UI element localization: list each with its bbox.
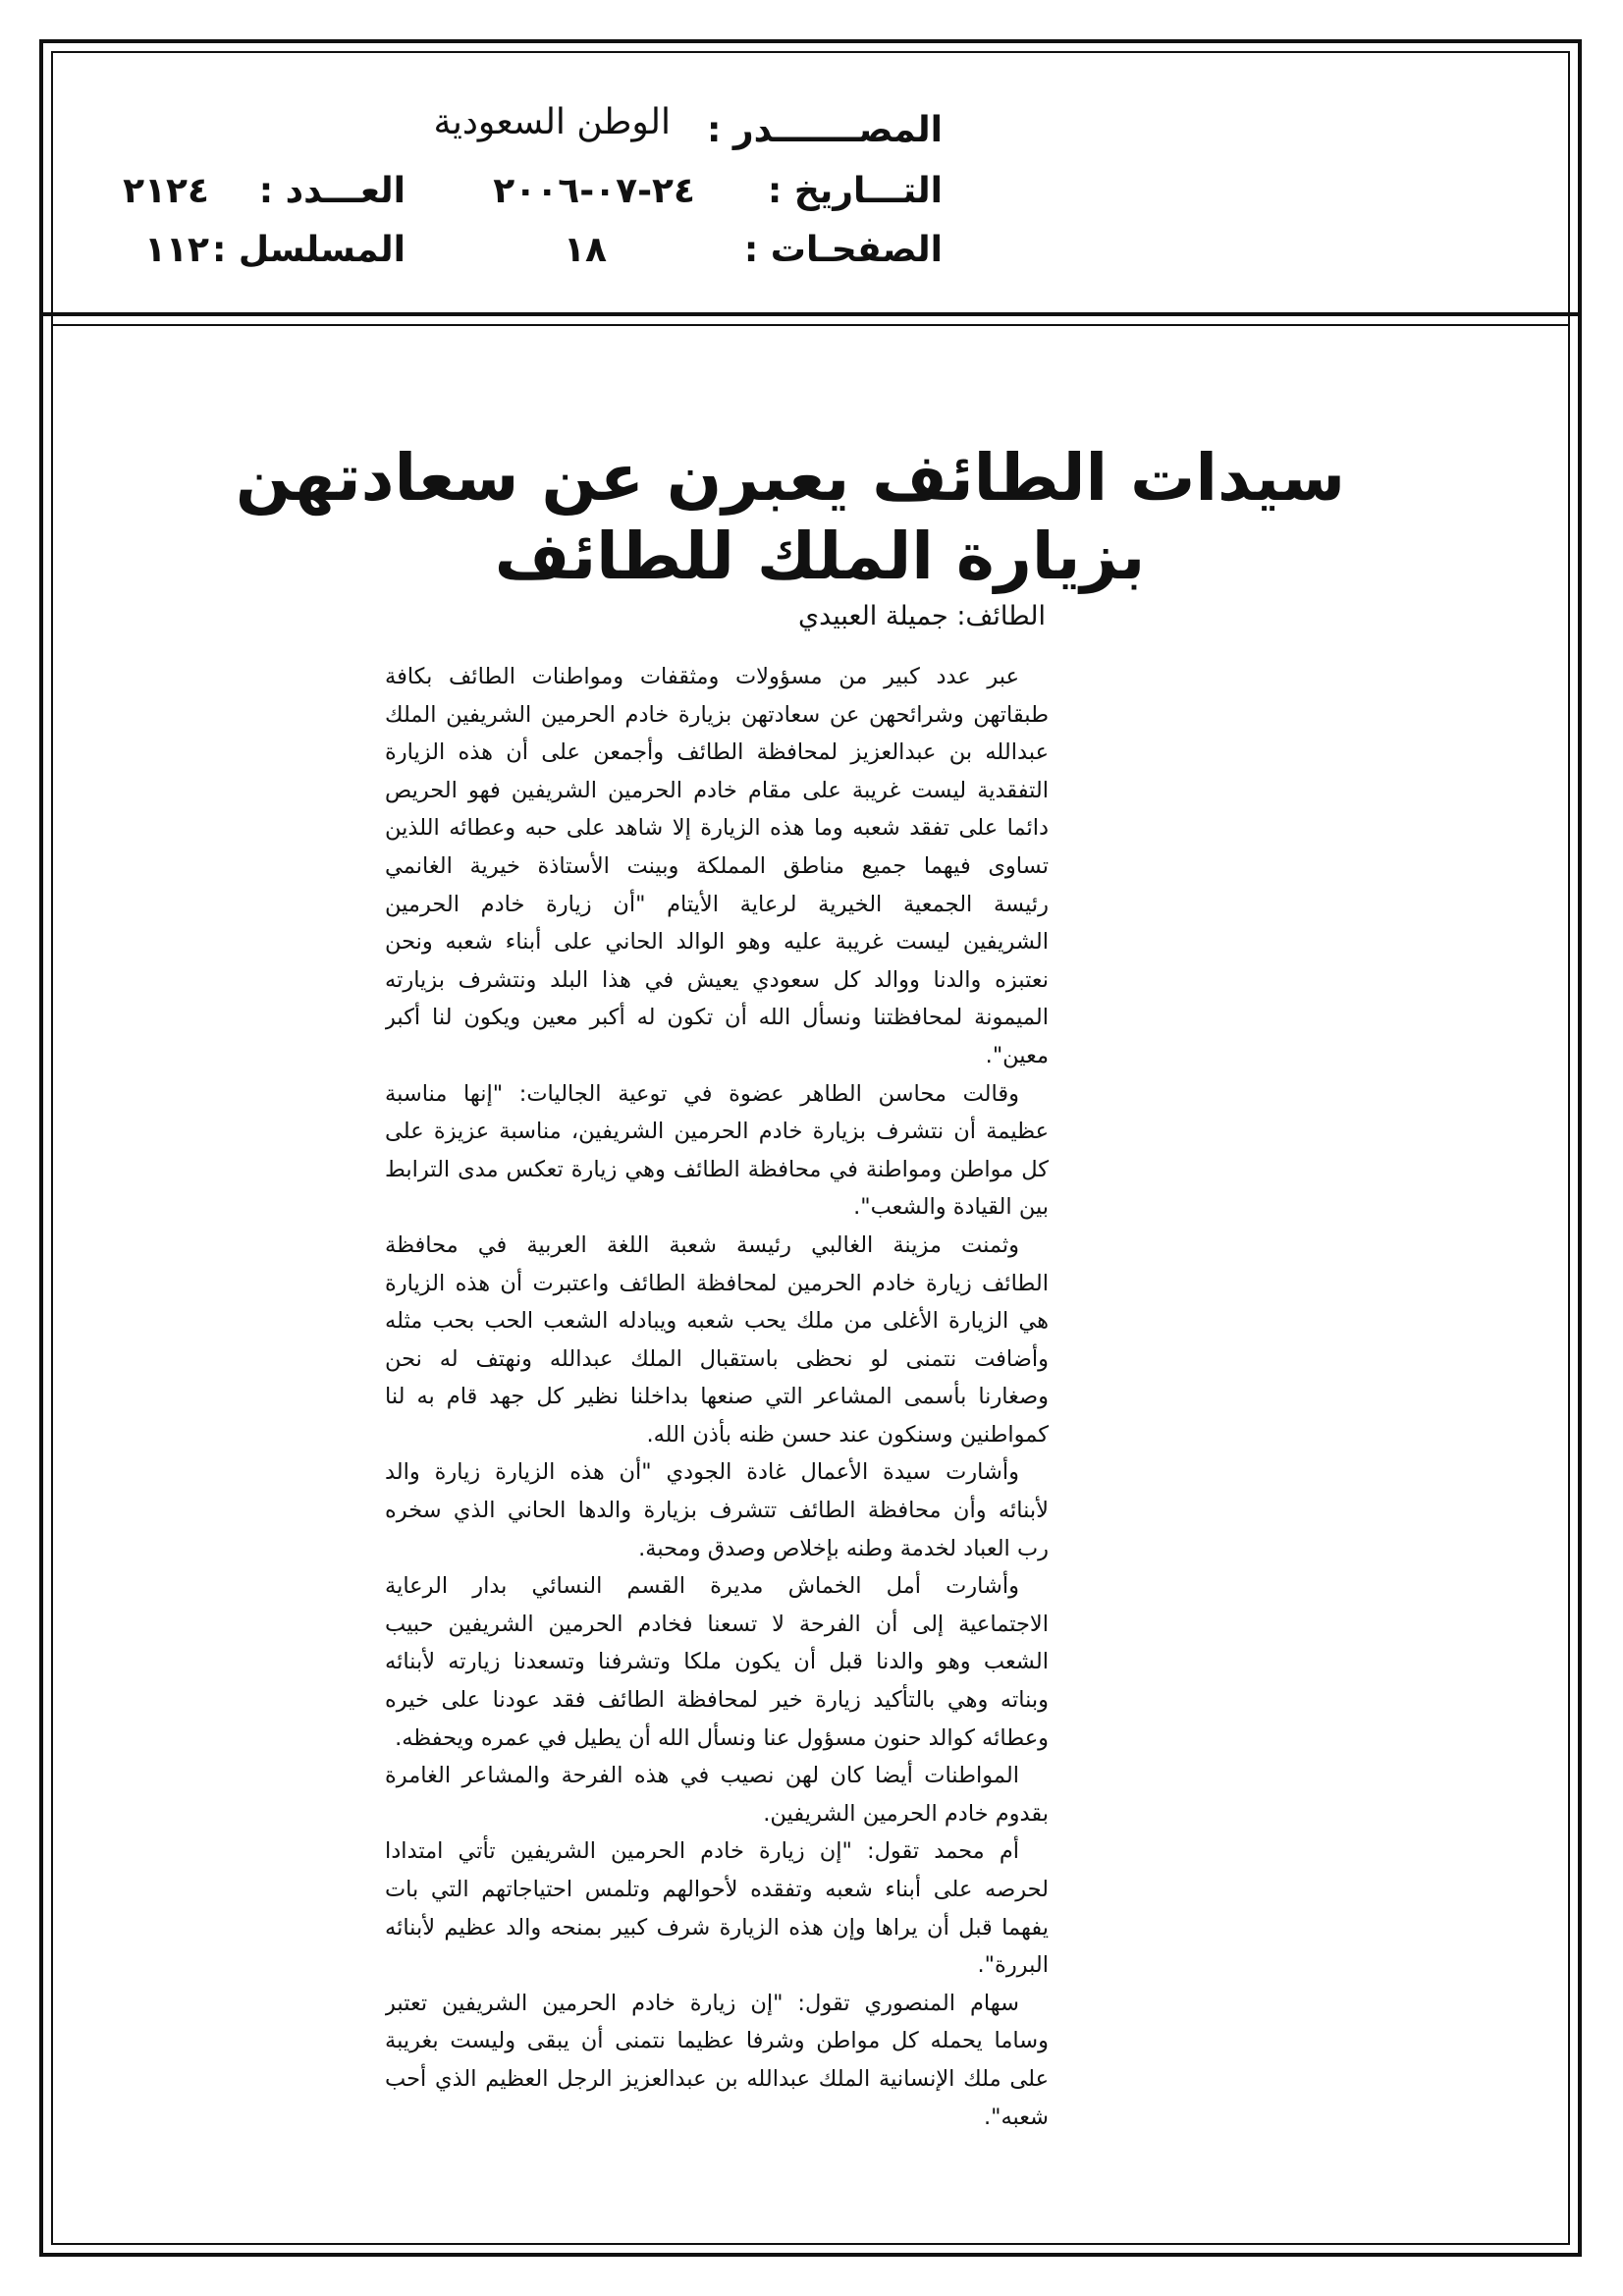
article-line: وساما يحمله كل مواطن وشرفا عظيما نتمنى أن يبقى وليست بغريبة <box>385 2028 1049 2054</box>
article-line: بين القيادة والشعب". <box>853 1194 1049 1221</box>
article-line: دائما على تفقد شعبه وما هذه الزيارة إلا شاهد على حبه وعطائه اللذين <box>385 815 1049 842</box>
article-line: وأشارت أمل الخماش مديرة القسم النسائي بدار الرعاية <box>385 1573 1019 1600</box>
article-line: وأضافت نتمنى لو نحظى باستقبال الملك عبدالله ونهتف له نحن <box>385 1345 1049 1372</box>
article-line: طبقاتهن وشرائحهن عن سعادتهن بزيارة خادم الحرمين الشريفين الملك <box>385 701 1049 728</box>
article-line: كل مواطن ومواطنة في محافظة الطائف وهي زيارة تعكس مدى الترابط <box>385 1156 1049 1182</box>
article-line: وعطائه كوالد حنون مسؤول عنا ونسأل الله أن يطيل في عمره ويحفظه. <box>395 1724 1049 1751</box>
header-divider <box>39 312 1582 316</box>
article-line: وبناته وهي بالتأكيد زيارة خير لمحافظة الطائف فقد عودنا على خيره <box>385 1687 1049 1714</box>
date-value: ٢٤-٠٧-٢٠٠٦ <box>493 171 695 211</box>
article-line: لأبنائه وأن محافظة الطائف تتشرف بزيارة والدها الحاني الذي سخره <box>385 1498 1049 1524</box>
header-divider-inner <box>51 324 1570 326</box>
serial-label: المسلسل : <box>211 230 406 270</box>
source-label: المصـــــــدر : <box>706 110 943 150</box>
article-line: وقالت محاسن الطاهر عضوة في توعية الجاليات: "إنها مناسبة <box>385 1080 1019 1107</box>
article-line: الميمونة لمحافظتنا ونسأل الله أن تكون له أكبر معين ويكون لنا أكبر <box>385 1005 1049 1031</box>
article-line: بقدوم خادم الحرمين الشريفين. <box>763 1800 1049 1827</box>
date-label: التـــاريخ : <box>767 171 943 211</box>
article-line: نعتبزه والدنا ووالد كل سعودي يعيش في هذا البلد ونتشرف بزيارته <box>385 966 1049 993</box>
article-byline: الطائف: جميلة العبيدي <box>797 601 1046 631</box>
issue-value: ٢١٢٤ <box>123 171 209 211</box>
serial-value: ١١٢ <box>144 230 209 270</box>
article-line: عبدالله بن عبدالعزيز لمحافظة الطائف وأجمعن على أن هذه الزيارة <box>385 739 1049 766</box>
article-line: سهام المنصوري تقول: "إن زيارة خادم الحرمين الشريفين تعتبر <box>385 1990 1019 2016</box>
article-line: عظيمة أن نتشرف بزيارة خادم الحرمين الشريفين، مناسبة عزيزة على <box>385 1119 1049 1145</box>
article-line: وأشارت سيدة الأعمال غادة الجودي "أن هذه الزيارة زيارة والد <box>385 1459 1019 1486</box>
article-line: تساوى فيهما جميع مناطق المملكة وبينت الأستاذة خيرية الغانمي <box>385 852 1049 879</box>
article-line: وصغارنا بأسمى المشاعر التي صنعها بداخلنا نظير كل جهد قام به لنا <box>385 1384 1049 1410</box>
article-line: يفهما قبل أن يراها وإن هذه الزيارة شرف كبير بمنحه والد عظيم لأبنائه <box>385 1914 1049 1941</box>
article-line: رب العباد لخدمة وطنه بإخلاص وصدق ومحبة. <box>638 1535 1049 1561</box>
article-line: البررة". <box>977 1952 1049 1979</box>
article-line: الطائف زيارة خادم الحرمين لمحافظة الطائف واعتبرت أن هذه الزيارة <box>385 1270 1049 1296</box>
article-body <box>385 658 1049 2136</box>
article-line: رئيسة الجمعية الخيرية لرعاية الأيتام "أن زيارة خادم الحرمين <box>385 891 1049 917</box>
article-line: الشريفين ليست غريبة عليه وهو الوالد الحاني على أبناء شعبه ونحن <box>385 929 1049 956</box>
article-line: الشعب وهو والدنا قبل أن يكون ملكا وتشرفنا وتسعدنا زيارته لأبنائه <box>385 1649 1049 1675</box>
pages-value: ١٨ <box>564 230 607 270</box>
article-line: هي الزيارة الأغلى من ملك يحب شعبه ويبادله الشعب الحب بحب مثله <box>385 1308 1049 1335</box>
article-line: أم محمد تقول: "إن زيارة خادم الحرمين الشريفين تأتي امتدادا <box>385 1838 1019 1865</box>
article-line: الاجتماعية إلى أن الفرحة لا تسعنا فخادم الحرمين الشريفين حبيب <box>385 1611 1049 1637</box>
article-line: عبر عدد كبير من مسؤولات ومثقفات ومواطنات الطائف بكافة <box>385 664 1019 689</box>
article-line: التفقدية ليست غريبة على مقام خادم الحرمين الشريفين فهو الحريص <box>385 777 1049 803</box>
issue-label: العـــدد : <box>258 171 406 211</box>
article-line: على ملك الإنسانية الملك عبدالله بن عبدالعزيز الرجل العظيم الذي أحب <box>385 2065 1049 2092</box>
article-line: المواطنات أيضا كان لهن نصيب في هذه الفرحة والمشاعر الغامرة <box>385 1763 1019 1789</box>
article-title-line-2: بزيارة الملك للطائف <box>494 519 1146 594</box>
article-line: معين". <box>985 1042 1049 1068</box>
source-value: الوطن السعودية <box>433 102 671 142</box>
pages-label: الصفحـات : <box>743 230 943 270</box>
article-line: لحرصه على أبناء شعبه وتفقده لأحوالهم وتلمس احتياجاتهم التي بات <box>385 1877 1049 1902</box>
article-line: شعبه". <box>983 2104 1049 2130</box>
article-line: كمواطنين وسنكون عند حسن ظنه بأذن الله. <box>646 1421 1049 1448</box>
article-title-line-1: سيدات الطائف يعبرن عن سعادتهن <box>235 440 1345 516</box>
article-line: وثمنت مزينة الغالبي رئيسة شعبة اللغة العربية في محافظة <box>385 1231 1019 1258</box>
